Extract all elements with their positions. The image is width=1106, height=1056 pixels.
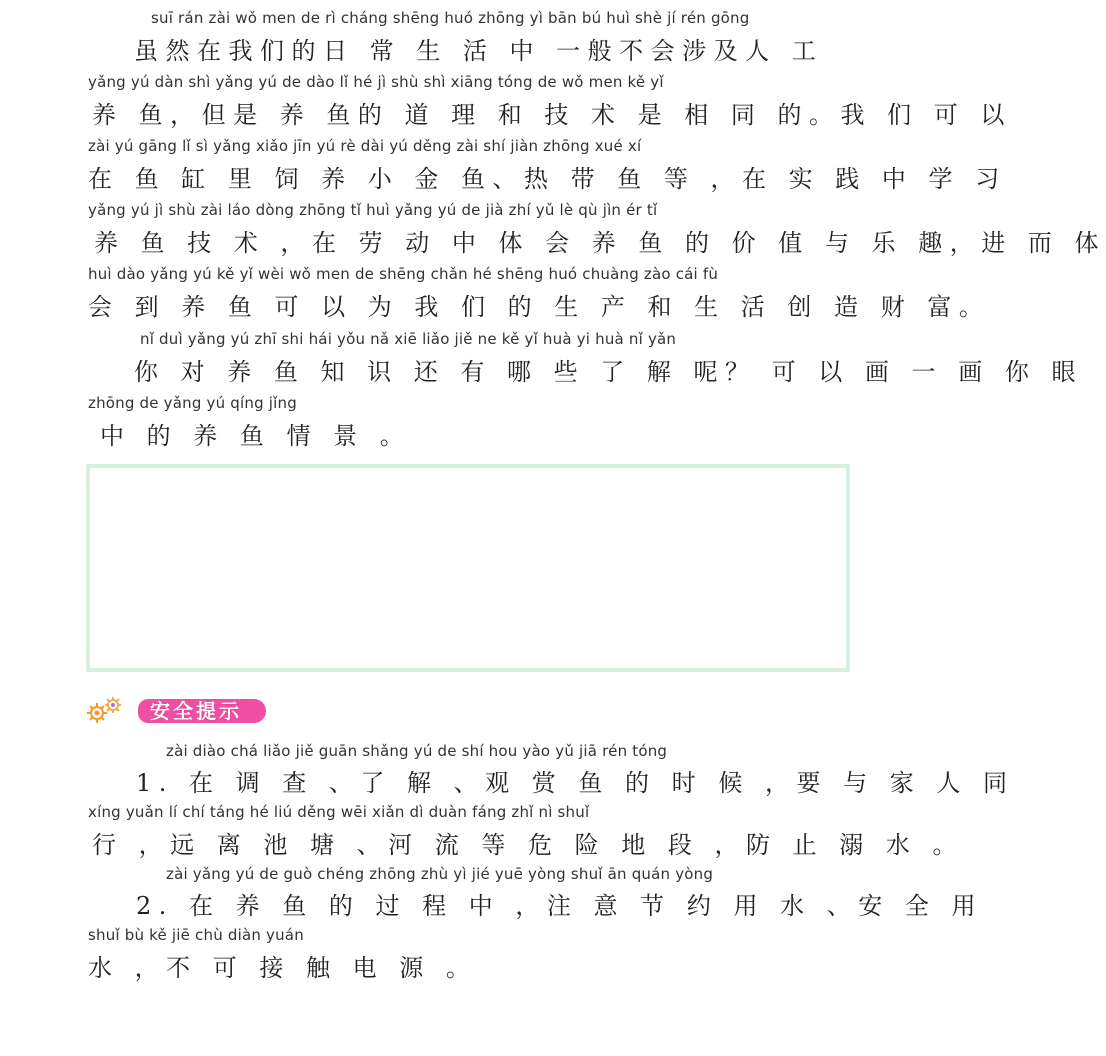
pinyin-line-1: suī rán zài wǒ men de rì cháng shēng huó zhōng yì bān bú huì shè jí rén gōng <box>151 9 750 27</box>
pinyin-line-4: yǎng yú jì shù zài láo dòng zhōng tǐ huì yǎng yú de jià zhí yǔ lè qù jìn ér tǐ <box>88 201 658 219</box>
text-line-6: 你 对 养 鱼 知 识 还 有 哪 些 了 解 呢？ 可 以 画 一 画 你 眼 <box>134 358 1083 386</box>
pinyin-line-7: zhōng de yǎng yú qíng jǐng <box>88 394 297 412</box>
tip-1-line-2: 行 ，远 离 池 塘 、河 流 等 危 险 地 段 ，防 止 溺 水 。 <box>92 831 965 859</box>
pinyin-line-3: zài yú gāng lǐ sì yǎng xiǎo jīn yú rè dài yú děng zài shí jiàn zhōng xué xí <box>88 137 642 155</box>
safety-tips-title: 安全提示 <box>138 699 266 723</box>
pinyin-line-6: nǐ duì yǎng yú zhī shi hái yǒu nǎ xiē liǎo jiě ne kě yǐ huà yi huà nǐ yǎn <box>140 330 677 348</box>
text-line-3: 在 鱼 缸 里 饲 养 小 金 鱼、热 带 鱼 等 ，在 实 践 中 学 习 <box>88 165 1007 193</box>
text-line-5: 会 到 养 鱼 可 以 为 我 们 的 生 产 和 生 活 创 造 财 富。 <box>88 293 991 321</box>
text-line-7: 中 的 养 鱼 情 景 。 <box>100 422 412 450</box>
pinyin-line-2: yǎng yú dàn shì yǎng yú de dào lǐ hé jì shù shì xiāng tóng de wǒ men kě yǐ <box>88 73 664 91</box>
tip-2-line-1: 2. 在 养 鱼 的 过 程 中 ，注 意 节 约 用 水 、安 全 用 <box>136 892 983 920</box>
tip-2-line-2: 水 ，不 可 接 触 电 源 。 <box>88 954 478 982</box>
text-line-4: 养 鱼 技 术 ，在 劳 动 中 体 会 养 鱼 的 价 值 与 乐 趣，进 而 体 <box>94 229 1106 257</box>
pinyin-line-5: huì dào yǎng yú kě yǐ wèi wǒ men de shēng chǎn hé shēng huó chuàng zào cái fù <box>88 265 719 283</box>
pinyin-tip-2a: zài yǎng yú de guò chéng zhōng zhù yì jié yuē yòng shuǐ ān quán yòng <box>166 865 714 883</box>
pinyin-tip-1a: zài diào chá liǎo jiě guān shǎng yú de shí hou yào yǔ jiā rén tóng <box>166 742 668 760</box>
text-line-1: 虽然在我们的日 常 生 活 中 一般不会涉及人 工 <box>134 37 824 65</box>
pinyin-tip-2b: shuǐ bù kě jiē chù diàn yuán <box>88 926 304 944</box>
pinyin-tip-1b: xíng yuǎn lí chí táng hé liú děng wēi xiǎn dì duàn fáng zhǐ nì shuǐ <box>88 803 590 821</box>
tip-1-line-1: 1. 在 调 查 、了 解 、观 赏 鱼 的 时 候 ，要 与 家 人 同 <box>136 769 1015 797</box>
text-line-2: 养 鱼，但是 养 鱼的 道 理 和 技 术 是 相 同 的。我 们 可 以 <box>92 101 1012 129</box>
